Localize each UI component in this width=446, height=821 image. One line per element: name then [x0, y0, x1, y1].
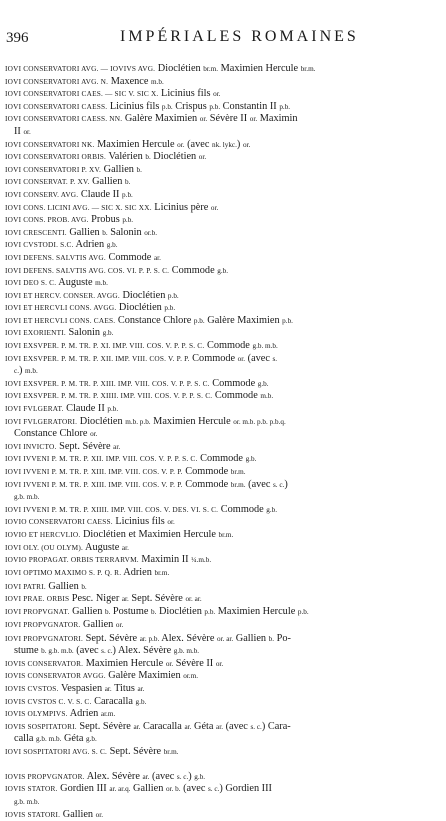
metal-abbreviation: p.b.: [122, 216, 134, 225]
legend-entry: [0, 139, 446, 152]
coin-legend: IOVIS OLYMPIVS.: [5, 709, 68, 719]
emperor-name: Vespasien: [58, 682, 105, 694]
emperor-name: (avec: [180, 783, 208, 795]
coin-legend: IOVI DEO S. C.: [5, 278, 57, 288]
emperor-name: Gallien: [233, 632, 269, 644]
metal-abbreviation: b.: [81, 582, 87, 591]
coin-legend: IOVI CONSERVATORI NK.: [5, 139, 95, 149]
emperor-name: ): [236, 138, 243, 150]
coin-legend: IOVI EXSVPER. P. M. TR. P. XI. IMP. VIII. COS. V. P. P. S. C.: [5, 341, 205, 351]
coin-legend: IOVI IVVENI P. M. TR. P. XIII. IMP. VIII. COS. V. P. P.: [5, 467, 183, 476]
emperor-name: (avec: [245, 478, 273, 490]
legend-entry: [0, 721, 446, 734]
emperor-name: Commode: [189, 352, 238, 364]
legend-entry: [0, 593, 446, 606]
coin-legend: IOVIS CVSTOS.: [5, 683, 59, 693]
metal-abbreviation: g.b.: [102, 329, 114, 338]
metal-abbreviation: p.b.: [164, 304, 176, 313]
emperor-name: Maximien Hercule: [215, 605, 298, 617]
legend-entry: [0, 441, 446, 454]
metal-abbreviation: nk. lykc.: [211, 140, 237, 149]
metal-abbreviation: s. c.: [207, 785, 220, 794]
coin-legend: IOVI IVVENI P. M. TR. P. XII. IMP. VIII. COS. V. P. P. S. C.: [5, 454, 198, 464]
metal-abbreviation: br.m.: [163, 747, 179, 756]
emperor-name: Commode: [209, 377, 258, 389]
metal-abbreviation: ar.: [153, 253, 161, 262]
legend-entry: [0, 252, 446, 265]
metal-abbreviation: or.: [167, 518, 175, 527]
legend-entry: [0, 327, 446, 340]
emperor-name: Licinius père: [151, 201, 211, 213]
emperor-name: Sévère II: [173, 657, 216, 669]
metal-abbreviation: ar.: [137, 684, 145, 693]
emperor-name: ) Gordien III: [219, 783, 272, 795]
legend-list: [0, 63, 446, 821]
metal-abbreviation: b.: [268, 634, 275, 643]
metal-abbreviation: ar.: [216, 722, 224, 731]
metal-abbreviation: p.b.: [193, 316, 205, 325]
legend-entry: [0, 633, 446, 646]
legend-entry: [0, 214, 446, 227]
emperor-name: Sept. Sévère: [83, 632, 140, 644]
metal-abbreviation: ar.: [133, 722, 141, 731]
emperor-name: Alex. Sévère: [84, 770, 143, 782]
coin-legend: IOVIS CONSERVATOR.: [5, 658, 84, 668]
legend-entry: [0, 542, 446, 555]
legend-entry: [0, 76, 446, 89]
coin-legend: IOVI CRESCENTI.: [5, 227, 67, 237]
emperor-name: Po-: [274, 632, 291, 644]
metal-abbreviation: m.b. p.b.: [125, 417, 151, 426]
emperor-name: ): [188, 770, 195, 782]
coin-legend: IOVIS CONSERVATOR AVGG.: [5, 671, 106, 681]
emperor-name: Constance Chlore: [14, 428, 91, 440]
coin-legend: IOVIO CONSERVATORI CAESS.: [5, 517, 113, 527]
coin-legend: IOVI DEFENS. SALVTIS AVG.: [5, 252, 106, 262]
emperor-name: Dioclétien: [156, 605, 205, 617]
coin-legend: IOVI CONSERVAT. P. XV.: [5, 177, 90, 187]
coin-legend: IOVI DEFENS. SALVTIS AVG. COS. VI. P. P. S. C.: [5, 265, 170, 275]
coin-legend: IOVIS SOSPITATORI.: [5, 721, 77, 731]
metal-abbreviation: g.b.: [245, 455, 257, 464]
emperor-name: Gallien: [45, 580, 82, 592]
coin-legend: IOVI PATRI.: [5, 581, 46, 591]
metal-abbreviation: b. g.b. m.b.: [41, 647, 74, 656]
metal-abbreviation: or.: [177, 140, 185, 149]
legend-entry: [0, 151, 446, 164]
emperor-name: Maximin: [257, 113, 298, 125]
emperor-name: (avec: [184, 138, 212, 150]
legend-entry: [0, 619, 446, 633]
metal-abbreviation: or.: [249, 115, 258, 124]
emperor-name: Dioclétien: [77, 415, 126, 427]
emperor-name: Dioclétien: [116, 302, 165, 314]
metal-abbreviation: br.m.: [230, 480, 246, 489]
metal-abbreviation: or.: [213, 90, 221, 99]
emperor-name: Commode: [212, 390, 261, 402]
emperor-name: ) Cara-: [261, 720, 291, 732]
coin-legend: IOVI PRAE. ORBIS: [5, 594, 70, 604]
coin-legend: IOVIO ET HERCVLIO.: [5, 529, 81, 539]
metal-abbreviation: or.: [115, 620, 124, 629]
coin-legend: IOVI IVVENI P. M. TR. P. XIIII. IMP. VIII. COS. V. DES. VI. S. C.: [5, 504, 219, 514]
legend-entry: [0, 302, 446, 315]
metal-abbreviation: or. m.b. p.b. p.b.q.: [233, 417, 286, 426]
metal-abbreviation: g.b.: [106, 241, 118, 250]
legend-entry: [0, 504, 446, 517]
metal-abbreviation: br.m.: [154, 568, 170, 577]
metal-abbreviation: br.m.: [230, 468, 246, 476]
legend-entry: [0, 390, 446, 403]
coin-legend: IOVI CONSERVATORI CAES. — SIC V. SIC X.: [5, 89, 159, 99]
metal-abbreviation: br.m.: [300, 65, 316, 73]
legend-entry: [0, 658, 446, 671]
coin-legend: IOVI EXORIENTI.: [5, 328, 66, 338]
metal-abbreviation: or.: [242, 140, 251, 149]
emperor-name: Auguste: [83, 541, 122, 553]
legend-entry: [0, 683, 446, 696]
coin-legend: IOVI OLY. (OU OLYM).: [5, 542, 83, 552]
legend-entry: [0, 567, 446, 581]
emperor-name: Constantin II: [220, 100, 280, 112]
legend-entry: [0, 340, 446, 353]
legend-entry: [0, 265, 446, 278]
emperor-name: Maxence: [108, 75, 152, 87]
coin-legend: IOVI SOSPITATORI AVG. S. C.: [5, 746, 108, 756]
metal-abbreviation: or.: [23, 127, 31, 136]
coin-legend: IOVI EXSVPER. P. M. TR. P. XIIII. IMP. VIII. COS. V. P. P. S. C.: [5, 391, 213, 401]
metal-abbreviation: s.: [272, 354, 278, 363]
metal-abbreviation: or.: [95, 810, 104, 819]
emperor-name: ): [284, 478, 288, 490]
coin-legend: IOVI CONSERVATORI P. XV.: [5, 164, 102, 174]
coin-legend: IOVI CONSERVATORI AVG. N.: [5, 76, 109, 86]
emperor-name: Maximin II: [138, 554, 192, 566]
metal-abbreviation: g.b.: [85, 735, 97, 744]
metal-abbreviation: m.b.: [260, 392, 274, 401]
emperor-name: Sept. Sévère: [76, 720, 134, 732]
legend-entry: [0, 554, 446, 567]
emperor-name: Commode: [197, 453, 246, 465]
metal-abbreviation: or.: [237, 354, 246, 363]
metal-abbreviation: p.b.: [282, 316, 293, 325]
legend-entry: [0, 63, 446, 76]
emperor-name: Gallien: [101, 163, 137, 175]
metal-abbreviation: p.b.: [167, 291, 179, 300]
metal-abbreviation: b.: [150, 607, 157, 616]
coin-legend: IOVI EXSVPER. P. M. TR. P. XIII. IMP. VIII. COS. V. P. P. S. C.: [5, 378, 210, 388]
coin-legend: IOVI CONSERV. AVG.: [5, 189, 79, 199]
emperor-name: Dioclétien: [150, 151, 199, 163]
metal-abbreviation: m.b.: [25, 367, 38, 376]
coin-legend: IOVIO PROPAGAT. ORBIS TERRARVM.: [5, 555, 139, 565]
emperor-name: Commode: [105, 251, 154, 263]
emperor-name: Commode: [218, 503, 267, 515]
metal-abbreviation: p.b.: [297, 607, 309, 616]
coin-legend: IOVI FVLGERATORI.: [5, 416, 78, 426]
emperor-name: Postume: [110, 605, 151, 617]
metal-abbreviation: ¼.m.b.: [191, 556, 212, 565]
legend-entry: [0, 783, 446, 796]
legend-entry: [0, 239, 446, 252]
emperor-name: (avec: [245, 352, 273, 364]
metal-abbreviation: b.: [124, 178, 131, 187]
coin-legend: IOVI CONS. PROB. AVG.: [5, 215, 89, 225]
coin-legend: IOVIS STATORI.: [5, 809, 61, 819]
legend-entry: [0, 189, 446, 202]
legend-entry: [0, 88, 446, 101]
legend-entry: [0, 353, 446, 366]
emperor-name: Gordien III: [57, 783, 110, 795]
metal-abbreviation: or.m.: [183, 672, 198, 681]
coin-legend: IOVI CONSERVATORI AVG. — IOVIVS AVG.: [5, 64, 156, 73]
emperor-name: calla: [14, 733, 37, 745]
metal-abbreviation: ar. p.b.: [139, 634, 160, 643]
legend-entry: [0, 290, 446, 303]
metal-abbreviation: or.: [215, 659, 224, 668]
legend-entry: [0, 809, 446, 821]
emperor-name: Claude II: [63, 403, 108, 415]
page-title: IMPÉRIALES ROMAINES: [120, 28, 359, 45]
emperor-name: Probus: [88, 214, 123, 226]
legend-entry: [0, 315, 446, 328]
metal-abbreviation: c.: [14, 367, 19, 376]
legend-entry: [0, 708, 446, 721]
emperor-name: Salonin: [65, 327, 103, 339]
metal-abbreviation: p.b.: [209, 102, 221, 111]
metal-abbreviation: m.b.: [151, 77, 164, 86]
metal-abbreviation: p.b.: [107, 405, 119, 414]
metal-abbreviation: p.b.: [161, 102, 173, 111]
metal-abbreviation: g.b. m.b.: [14, 798, 40, 807]
metal-abbreviation: g.b. m.b.: [173, 647, 200, 656]
coin-legend: IOVI FVLGERAT.: [5, 404, 64, 414]
emperor-name: Gallien: [66, 226, 103, 238]
entry-continuation: [0, 796, 446, 809]
emperor-name: Salonin: [107, 226, 145, 238]
legend-entry: [0, 516, 446, 529]
emperor-name: Pesc. Niger: [69, 593, 122, 605]
metal-abbreviation: s. c.: [101, 647, 113, 656]
emperor-name: (avec: [149, 770, 177, 782]
metal-abbreviation: g.b.: [135, 697, 147, 706]
entry-continuation: [0, 365, 446, 378]
emperor-name: Sévère II: [207, 113, 250, 125]
emperor-name: Gallien: [130, 783, 166, 795]
emperor-name: Caracalla: [91, 695, 136, 707]
emperor-name: Galère Maximien: [122, 113, 200, 125]
metal-abbreviation: br.m.: [218, 530, 234, 539]
metal-abbreviation: g.b. m.b.: [36, 735, 62, 744]
legend-entry: [0, 277, 446, 290]
legend-entry: [0, 416, 446, 429]
emperor-name: Géta: [191, 720, 217, 732]
page-number: 396: [6, 30, 29, 46]
metal-abbreviation: br.m.: [203, 65, 219, 73]
emperor-name: Commode: [182, 478, 231, 490]
emperor-name: stume: [14, 645, 42, 657]
metal-abbreviation: or.: [90, 430, 98, 439]
legend-entry: [0, 771, 446, 784]
coin-legend: IOVIS STATOR.: [5, 784, 58, 794]
legend-entry: [0, 529, 446, 542]
coin-legend: IOVI PROPVGNATORI.: [5, 633, 84, 643]
emperor-name: Claude II: [78, 188, 123, 200]
emperor-name: Gallien: [60, 808, 96, 820]
coin-legend: IOVI CONS. LICINI AVG. — SIC X. SIC XX.: [5, 202, 152, 212]
entry-continuation: [0, 491, 446, 504]
coin-legend: IOVI ET HERCVLI CONS. AVGG.: [5, 303, 117, 313]
metal-abbreviation: ar. ar.q.: [109, 785, 131, 794]
emperor-name: Dioclétien: [155, 63, 204, 74]
legend-entry: [0, 176, 446, 189]
emperor-name: Géta: [61, 733, 86, 745]
metal-abbreviation: g.b. m.b.: [14, 493, 40, 502]
coin-legend: IOVI CVSTODI. S.C.: [5, 240, 74, 250]
emperor-name: Maximien Hercule: [150, 415, 234, 427]
metal-abbreviation: ar.: [184, 722, 192, 731]
coin-legend: IOVI CONSERVATORI CAESS.: [5, 101, 108, 111]
metal-abbreviation: ar.: [121, 543, 129, 552]
metal-abbreviation: or.: [199, 115, 208, 124]
emperor-name: Valérien: [106, 151, 146, 163]
coin-legend: IOVI OPTIMO MAXIMO S. P. Q. R.: [5, 567, 122, 577]
legend-entry: [0, 101, 446, 114]
metal-abbreviation: ar.: [104, 684, 112, 693]
metal-abbreviation: g.b.: [266, 505, 278, 514]
emperor-name: II: [14, 125, 24, 137]
legend-entry: [0, 453, 446, 466]
emperor-name: Crispus: [172, 100, 210, 112]
emperor-name: Dioclétien: [119, 289, 168, 301]
emperor-name: ): [19, 365, 26, 377]
emperor-name: Alex. Sévère: [159, 632, 218, 644]
metal-abbreviation: m.b.: [95, 279, 108, 288]
coin-legend: IOVIS CVSTOS C. V. S. C.: [5, 696, 92, 706]
legend-entry: [0, 202, 446, 215]
metal-abbreviation: g.b.: [217, 266, 229, 275]
emperor-name: (avec: [223, 720, 251, 732]
emperor-name: Adrien: [73, 239, 107, 251]
metal-abbreviation: b.: [102, 228, 108, 237]
emperor-name: Maximien Hercule: [83, 657, 166, 669]
emperor-name: Sept. Sévère: [107, 745, 164, 757]
emperor-name: (avec: [73, 645, 102, 657]
metal-abbreviation: ar.: [121, 595, 129, 604]
metal-abbreviation: s. c.: [176, 772, 189, 781]
emperor-name: Gallien: [69, 605, 105, 617]
entry-continuation: [0, 126, 446, 139]
coin-legend: IOVI INVICTO.: [5, 441, 57, 451]
legend-entry: [0, 606, 446, 619]
emperor-name: Maximien Hercule: [218, 63, 301, 74]
coin-legend: IOVI PROPVGNAT.: [5, 606, 70, 616]
emperor-name: Sept. Sévère: [56, 440, 114, 452]
metal-abbreviation: g.b.: [257, 379, 269, 388]
coin-legend: IOVI ET HERCVLI CONS. CAES.: [5, 315, 116, 325]
coin-legend: IOVI PROPVGNATOR.: [5, 619, 81, 629]
metal-abbreviation: or. ar.: [217, 634, 234, 643]
metal-abbreviation: or. b.: [165, 785, 181, 794]
metal-abbreviation: s. c.: [273, 480, 285, 489]
metal-abbreviation: p.b.: [122, 190, 133, 199]
emperor-name: Licinius fils: [112, 516, 168, 528]
metal-abbreviation: ar.: [142, 772, 150, 781]
emperor-name: Galère Maximien: [204, 314, 283, 326]
coin-legend: IOVI ET HERCV. CONSER. AVGG.: [5, 290, 120, 300]
emperor-name: Dioclétien et Maximien Hercule: [80, 528, 219, 540]
legend-entry: [0, 696, 446, 709]
legend-entry: [0, 403, 446, 416]
legend-entry: [0, 378, 446, 391]
metal-abbreviation: ar.: [113, 442, 121, 451]
entry-continuation: [0, 733, 446, 746]
emperor-name: Sept. Sévère: [128, 593, 186, 605]
coin-legend: IOVIS PROPVGNATOR.: [5, 771, 85, 781]
emperor-name: Caracalla: [140, 720, 185, 732]
metal-abbreviation: ar.m.: [100, 710, 116, 719]
emperor-name: Commode: [204, 340, 253, 352]
metal-abbreviation: p.b.: [204, 607, 216, 616]
emperor-name: ) Alex. Sévère: [112, 645, 174, 657]
emperor-name: Licinius fils: [158, 88, 214, 100]
coin-legend: IOVI CONSERVATORI CAESS. NN.: [5, 114, 123, 124]
emperor-name: Commode: [169, 264, 218, 276]
legend-entry: [0, 227, 446, 240]
metal-abbreviation: b.: [145, 153, 151, 162]
metal-abbreviation: g.b. m.b.: [252, 342, 278, 351]
metal-abbreviation: b.: [136, 165, 142, 174]
coin-legend: IOVI CONSERVATORI ORBIS.: [5, 152, 107, 162]
metal-abbreviation: g.b.: [194, 772, 206, 781]
metal-abbreviation: s. c.: [250, 722, 262, 731]
metal-abbreviation: or.b.: [144, 228, 158, 237]
emperor-name: Galère Maximien: [105, 670, 184, 682]
coin-legend: IOVI EXSVPER. P. M. TR. P. XII. IMP. VIII. COS. V. P. P.: [5, 353, 190, 363]
coin-legend: IOVI IVVENI P. M. TR. P. XIII. IMP. VIII. COS. V. P. P.: [5, 479, 183, 489]
metal-abbreviation: or.: [198, 153, 207, 162]
emperor-name: Adrien: [121, 566, 155, 578]
metal-abbreviation: or.: [210, 203, 219, 212]
metal-abbreviation: b.: [104, 607, 111, 616]
emperor-name: Adrien: [67, 708, 101, 720]
emperor-name: Licinius fils: [107, 100, 162, 112]
metal-abbreviation: or. ar.: [185, 595, 202, 604]
emperor-name: Commode: [182, 466, 231, 477]
emperor-name: Titus: [111, 682, 138, 694]
emperor-name: Gallien: [89, 176, 125, 188]
legend-entry: [0, 670, 446, 683]
entry-continuation: [0, 428, 446, 441]
emperor-name: Maximien Hercule: [94, 138, 178, 150]
emperor-name: Gallien: [80, 618, 116, 630]
metal-abbreviation: or.: [165, 659, 174, 668]
legend-entry: [0, 164, 446, 177]
legend-entry: [0, 113, 446, 126]
emperor-name: Constance Chlore: [115, 314, 194, 326]
legend-entry: [0, 479, 446, 492]
metal-abbreviation: p.b.: [279, 102, 291, 111]
page-header: [0, 0, 446, 50]
entry-continuation: [0, 645, 446, 658]
emperor-name: Auguste: [56, 277, 96, 289]
legend-entry: [0, 466, 446, 479]
legend-entry: [0, 581, 446, 594]
